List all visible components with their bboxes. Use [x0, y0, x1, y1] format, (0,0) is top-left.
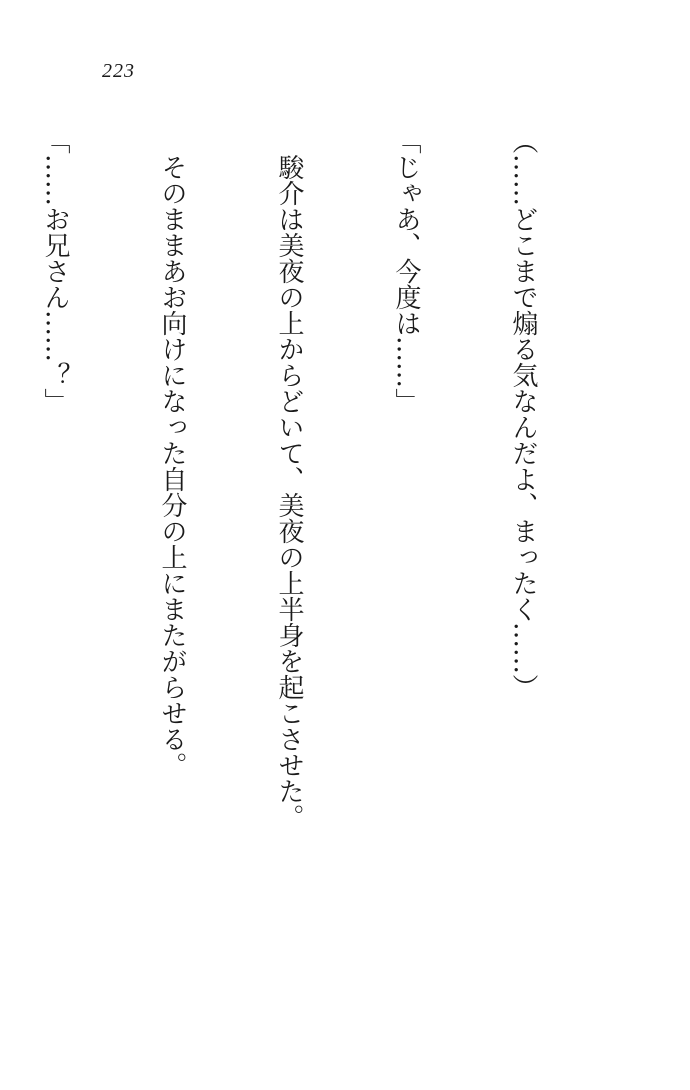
text-line: （……どこまで煽る気なんだよ、まったく……） [508, 128, 538, 700]
page-number: 223 [102, 60, 135, 82]
text-line: 「じゃあ、今度は……」 [391, 128, 421, 414]
text-line: 駿介は美夜の上からどいて、美夜の上半身を起こさせた。 [274, 128, 304, 830]
vertical-body-text [0, 128, 620, 928]
text-line: 「……お兄さん……？」 [40, 128, 70, 414]
text-line: そのままあお向けになった自分の上にまたがらせる。 [157, 128, 187, 778]
